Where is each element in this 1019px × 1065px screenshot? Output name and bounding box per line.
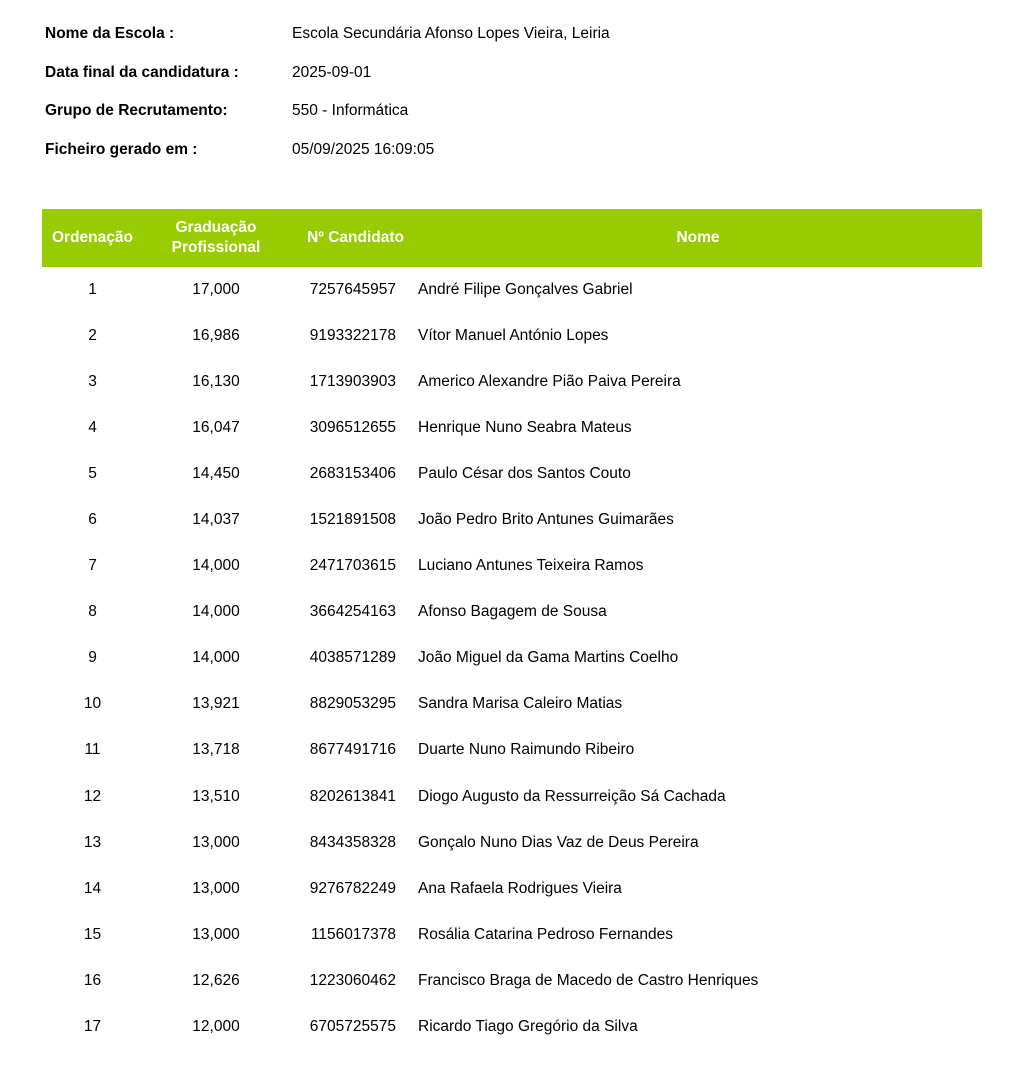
cell-nome: Ana Rafaela Rodrigues Vieira: [418, 879, 622, 897]
cell-graduacao: 16,047: [192, 419, 240, 437]
cell-graduacao: 16,130: [192, 373, 240, 391]
table-row: [42, 497, 982, 543]
recruitment-group-row: [45, 101, 945, 140]
cell-graduacao: 12,000: [192, 1017, 240, 1035]
cell-numero: 8434358328: [309, 833, 396, 851]
cell-nome: Ricardo Tiago Gregório da Silva: [418, 1017, 638, 1035]
cell-numero: 8829053295: [309, 695, 396, 713]
table-row: [42, 727, 982, 773]
deadline-row: [45, 63, 945, 102]
cell-numero: 2683153406: [309, 465, 396, 483]
column-header-graduacao: Graduação Profissional: [171, 219, 261, 256]
cell-nome: Diogo Augusto da Ressurreição Sá Cachada: [418, 787, 726, 805]
generated-at-value: 05/09/2025 16:09:05: [292, 140, 435, 158]
candidates-table: [42, 209, 982, 1050]
column-header-ordenacao: Ordenação: [52, 229, 133, 246]
table-body: [42, 267, 982, 1050]
cell-nome: Francisco Braga de Macedo de Castro Henriques: [418, 971, 759, 989]
cell-numero: 1713903903: [309, 373, 396, 391]
cell-graduacao: 17,000: [192, 281, 240, 299]
cell-graduacao: 13,510: [192, 787, 240, 805]
table-row: [42, 866, 982, 912]
table-row: [42, 451, 982, 497]
cell-ordenacao: 1: [88, 281, 97, 299]
school-name-row: [45, 24, 945, 63]
cell-numero: 6705725575: [309, 1017, 396, 1035]
table-row: [42, 359, 982, 405]
column-header-numero: Nº Candidato: [307, 229, 404, 246]
cell-ordenacao: 16: [83, 971, 102, 989]
cell-graduacao: 14,450: [192, 465, 240, 483]
cell-ordenacao: 2: [88, 327, 97, 345]
cell-ordenacao: 10: [83, 695, 102, 713]
cell-ordenacao: 6: [88, 511, 97, 529]
cell-nome: Paulo César dos Santos Couto: [418, 465, 631, 483]
cell-numero: 1156017378: [310, 925, 396, 943]
table-row: [42, 958, 982, 1004]
table-row: [42, 912, 982, 958]
cell-numero: 9276782249: [309, 879, 396, 897]
cell-graduacao: 14,000: [192, 649, 240, 667]
table-row: [42, 589, 982, 635]
cell-nome: Gonçalo Nuno Dias Vaz de Deus Pereira: [418, 833, 699, 851]
cell-nome: Americo Alexandre Pião Paiva Pereira: [418, 373, 681, 391]
cell-numero: 3664254163: [309, 603, 396, 621]
cell-nome: André Filipe Gonçalves Gabriel: [418, 281, 633, 299]
cell-graduacao: 13,000: [192, 833, 240, 851]
column-header-nome: Nome: [676, 229, 720, 246]
cell-numero: 2471703615: [309, 557, 396, 575]
school-name-label: Nome da Escola :: [45, 25, 175, 42]
cell-numero: 8202613841: [309, 787, 396, 805]
cell-nome: Sandra Marisa Caleiro Matias: [418, 695, 623, 713]
table-row: [42, 267, 982, 313]
table-row: [42, 820, 982, 866]
school-name-value: Escola Secundária Afonso Lopes Vieira, Leiria: [292, 25, 610, 42]
cell-graduacao: 12,626: [192, 971, 240, 989]
table-row: [42, 313, 982, 359]
cell-graduacao: 16,986: [192, 327, 240, 345]
cell-ordenacao: 12: [83, 787, 102, 805]
cell-ordenacao: 7: [88, 557, 97, 575]
deadline-label: Data final da candidatura :: [45, 63, 239, 81]
generated-at-label: Ficheiro gerado em :: [45, 140, 198, 158]
cell-ordenacao: 15: [83, 925, 102, 943]
cell-nome: Duarte Nuno Raimundo Ribeiro: [418, 741, 635, 759]
cell-ordenacao: 5: [88, 465, 97, 483]
cell-ordenacao: 4: [88, 419, 97, 437]
table-row: [42, 543, 982, 589]
cell-ordenacao: 8: [88, 603, 97, 621]
cell-graduacao: 13,921: [192, 695, 240, 713]
cell-graduacao: 13,000: [192, 879, 240, 897]
cell-graduacao: 14,037: [192, 511, 240, 529]
cell-nome: Vítor Manuel António Lopes: [418, 327, 609, 345]
recruitment-group-label: Grupo de Recrutamento:: [45, 102, 228, 120]
cell-graduacao: 13,000: [192, 925, 240, 943]
cell-numero: 8677491716: [309, 741, 396, 759]
table-row: [42, 774, 982, 820]
generated-at-row: [45, 140, 945, 179]
cell-nome: Rosália Catarina Pedroso Fernandes: [418, 925, 674, 943]
cell-numero: 1223060462: [309, 971, 396, 989]
cell-nome: Luciano Antunes Teixeira Ramos: [418, 557, 644, 575]
document-header: [45, 24, 945, 178]
table-row: [42, 1004, 982, 1050]
table-row: [42, 405, 982, 451]
cell-nome: João Miguel da Gama Martins Coelho: [418, 649, 679, 667]
cell-nome: Afonso Bagagem de Sousa: [418, 603, 607, 621]
table-row: [42, 635, 982, 681]
table-row: [42, 681, 982, 727]
cell-ordenacao: 9: [88, 649, 97, 667]
cell-ordenacao: 11: [84, 741, 101, 759]
cell-ordenacao: 13: [83, 833, 102, 851]
cell-numero: 9193322178: [309, 327, 396, 345]
cell-graduacao: 14,000: [192, 603, 240, 621]
cell-numero: 1521891508: [309, 511, 396, 529]
cell-numero: 7257645957: [309, 281, 396, 299]
cell-nome: Henrique Nuno Seabra Mateus: [418, 419, 632, 437]
table-header: [42, 209, 982, 267]
cell-ordenacao: 17: [83, 1017, 102, 1035]
cell-graduacao: 13,718: [192, 741, 240, 759]
recruitment-group-value: 550 - Informática: [292, 102, 409, 120]
cell-ordenacao: 14: [83, 879, 102, 897]
cell-graduacao: 14,000: [192, 557, 240, 575]
cell-nome: João Pedro Brito Antunes Guimarães: [418, 511, 674, 529]
deadline-value: 2025-09-01: [292, 63, 372, 81]
cell-numero: 3096512655: [309, 419, 396, 437]
cell-numero: 4038571289: [309, 649, 396, 667]
cell-ordenacao: 3: [88, 373, 97, 391]
